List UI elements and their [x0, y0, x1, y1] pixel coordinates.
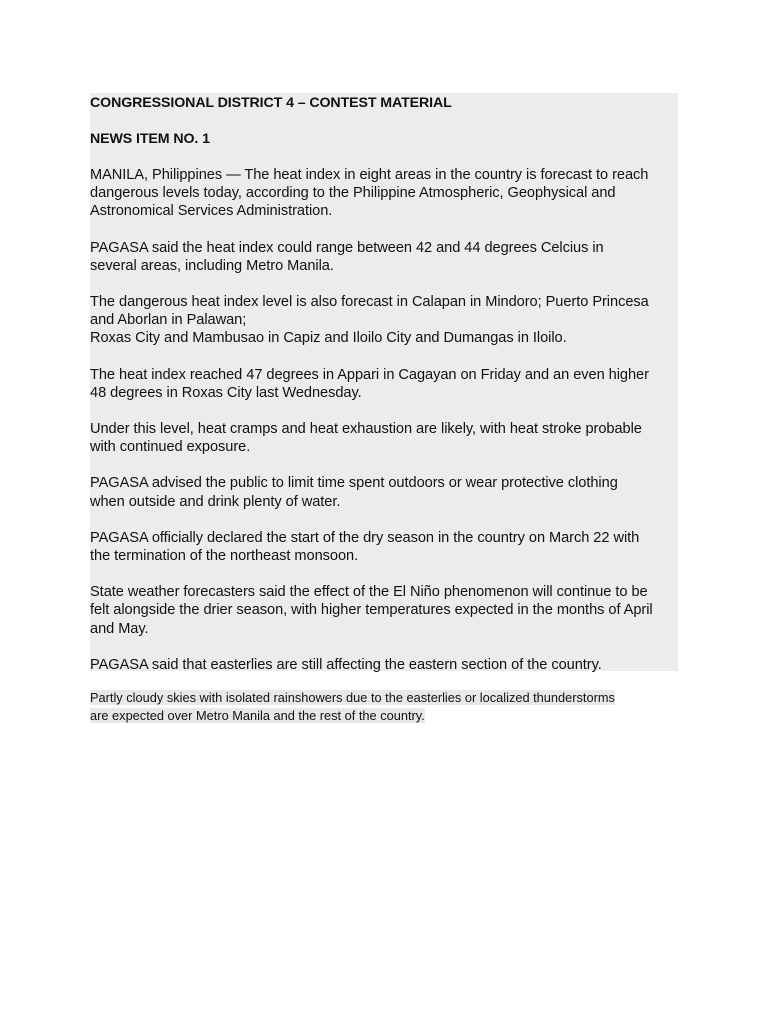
spacer	[90, 221, 680, 239]
spacer	[90, 402, 680, 420]
paragraph-line: several areas, including Metro Manila.	[90, 257, 334, 274]
paragraph-7	[90, 529, 680, 565]
spacer	[90, 456, 680, 474]
paragraph-4	[90, 366, 680, 402]
footnote-text	[90, 689, 690, 725]
paragraph-line: dangerous levels today, according to the Philippine Atmospheric, Geophysical and	[90, 185, 616, 202]
paragraph-line: MANILA, Philippines — The heat index in eight areas in the country is forecast to reach	[90, 167, 649, 183]
spacer	[90, 148, 680, 166]
paragraph-line: PAGASA officially declared the start of the dry season in the country on March 22 with	[90, 529, 640, 546]
paragraph-5	[90, 420, 680, 456]
paragraph-line: the termination of the northeast monsoon.	[90, 548, 359, 565]
footnote-line: are expected over Metro Manila and the rest of the country.	[90, 708, 425, 723]
paragraph-1	[90, 166, 680, 221]
spacer	[90, 565, 680, 583]
spacer	[90, 511, 680, 529]
paragraph-2	[90, 239, 680, 275]
paragraph-6	[90, 474, 680, 510]
paragraph-line: The heat index reached 47 degrees in Appari in Cagayan on Friday and an even higher	[90, 366, 649, 383]
paragraph-line: and May.	[90, 620, 149, 637]
paragraph-line: State weather forecasters said the effect of the El Niño phenomenon will continue to be	[90, 584, 648, 601]
paragraph-line: PAGASA said that easterlies are still affecting the eastern section of the country.	[90, 656, 602, 673]
paragraph-9	[90, 656, 680, 674]
paragraph-line: PAGASA said the heat index could range between 42 and 44 degrees Celcius in	[90, 239, 604, 256]
paragraph-line: felt alongside the drier season, with higher temperatures expected in the months of April	[90, 602, 653, 619]
paragraph-line: with continued exposure.	[90, 439, 251, 456]
spacer	[90, 638, 680, 656]
paragraph-line: and Aborlan in Palawan;	[90, 312, 247, 329]
paragraph-8	[90, 583, 680, 638]
news-item-heading: NEWS ITEM NO. 1	[90, 131, 210, 147]
paragraph-line: when outside and drink plenty of water.	[90, 493, 341, 510]
spacer	[90, 275, 680, 293]
paragraph-line: PAGASA advised the public to limit time spent outdoors or wear protective clothing	[90, 475, 618, 492]
document-body	[90, 93, 680, 674]
paragraph-line: Roxas City and Mambusao in Capiz and Iloilo City and Dumangas in Iloilo.	[90, 330, 567, 347]
footnote-row	[90, 707, 690, 725]
paragraph-line: 48 degrees in Roxas City last Wednesday.	[90, 384, 362, 401]
spacer	[90, 348, 680, 366]
footnote-row	[90, 689, 690, 707]
footnote-line: Partly cloudy skies with isolated rainshowers due to the easterlies or localized thunderstorms	[90, 690, 615, 705]
document-title: CONGRESSIONAL DISTRICT 4 – CONTEST MATERIAL	[90, 95, 452, 111]
paragraph-line: The dangerous heat index level is also forecast in Calapan in Mindoro; Puerto Princesa	[90, 294, 649, 311]
paragraph-line: Astronomical Services Administration.	[90, 203, 333, 220]
paragraph-line: Under this level, heat cramps and heat exhaustion are likely, with heat stroke probable	[90, 421, 642, 438]
paragraph-3	[90, 293, 680, 348]
